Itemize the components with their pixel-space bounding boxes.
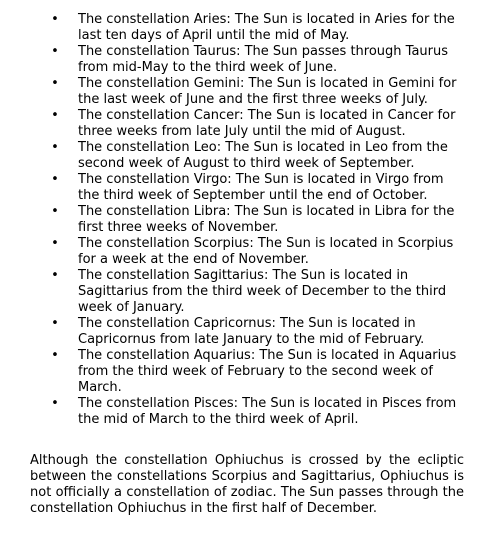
bullet-icon: • — [51, 204, 59, 219]
list-item-text: The constellation Taurus: The Sun passes through Taurus from mid-May to the third week of June. — [78, 44, 449, 75]
list-item-gemini — [30, 76, 464, 108]
bullet-icon: • — [51, 172, 59, 187]
list-item-text: The constellation Gemini: The Sun is located in Gemini for the last week of June and the first three weeks of July. — [78, 76, 457, 107]
list-item-text: The constellation Cancer: The Sun is located in Cancer for three weeks from late July until the mid of August. — [78, 108, 456, 139]
list-item-text: The constellation Virgo: The Sun is located in Virgo from the third week of September until the end of October. — [78, 172, 444, 203]
bullet-icon: • — [51, 108, 59, 123]
list-item-pisces — [30, 396, 464, 428]
list-item-scorpius — [30, 236, 464, 268]
list-item-text: The constellation Sagittarius: The Sun is located in Sagittarius from the third week of December to the third week of January. — [78, 268, 447, 315]
list-item-text: The constellation Aries: The Sun is located in Aries for the last ten days of April until the mid of May. — [78, 12, 455, 43]
list-item-cancer — [30, 108, 464, 140]
list-item-text: The constellation Leo: The Sun is located in Leo from the second week of August to third week of September. — [78, 140, 448, 171]
bullet-icon: • — [51, 348, 59, 363]
list-item-taurus — [30, 44, 464, 76]
list-item-aries — [30, 12, 464, 44]
list-item-text: The constellation Libra: The Sun is located in Libra for the first three weeks of November. — [78, 204, 455, 235]
list-item-text: The constellation Capricornus: The Sun is located in Capricornus from late January to the mid of February. — [78, 316, 425, 347]
bullet-icon: • — [51, 44, 59, 59]
list-item-text: The constellation Pisces: The Sun is located in Pisces from the mid of March to the third week of April. — [78, 396, 457, 427]
bullet-icon: • — [51, 12, 59, 27]
bullet-icon: • — [51, 316, 59, 331]
list-item-aquarius — [30, 348, 464, 396]
zodiac-constellation-list — [30, 12, 464, 428]
list-item-sagittarius — [30, 268, 464, 316]
list-item-libra — [30, 204, 464, 236]
list-item-virgo — [30, 172, 464, 204]
bullet-icon: • — [51, 268, 59, 283]
ophiuchus-note-paragraph: Although the constellation Ophiuchus is crossed by the ecliptic between the constellations Scorpius and Sagittarius, Ophiuchus is not officially a constellation of zodiac. The Sun passes through the constellation Ophiuchus in the first half of December. — [30, 453, 464, 516]
bullet-icon: • — [51, 140, 59, 155]
list-item-text: The constellation Aquarius: The Sun is located in Aquarius from the third week of February to the second week of March. — [78, 348, 457, 395]
bullet-icon: • — [51, 76, 59, 91]
bullet-icon: • — [51, 396, 59, 411]
list-item-capricornus — [30, 316, 464, 348]
list-item-text: The constellation Scorpius: The Sun is located in Scorpius for a week at the end of November. — [78, 236, 454, 267]
list-item-leo — [30, 140, 464, 172]
bullet-icon: • — [51, 236, 59, 251]
